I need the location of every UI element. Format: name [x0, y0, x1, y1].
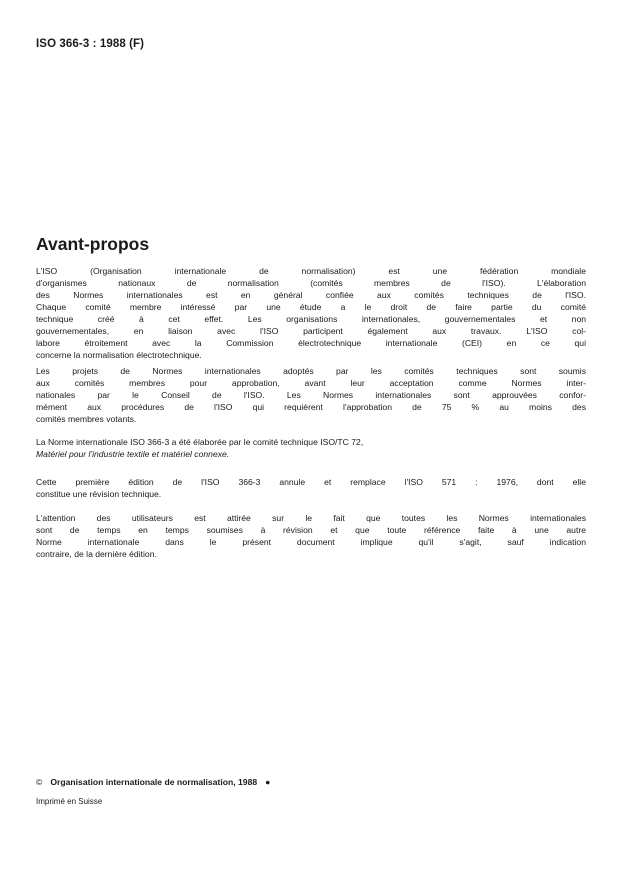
text-line: constitue une révision technique.: [36, 489, 162, 499]
foreword-paragraph-attention: [36, 512, 586, 560]
foreword-paragraph-approval: [36, 365, 586, 425]
text-line: des Normes internationales est en général confiée aux comités techniques de l'ISO.: [36, 290, 586, 300]
text-line: gouvernementales, en liaison avec l'ISO participent également aux travaux. L'ISO col-: [36, 326, 586, 336]
foreword-paragraph-committee: [36, 436, 586, 460]
copyright-icon: ©: [36, 777, 43, 787]
text-line: L'ISO (Organisation internationale de normalisation) est une fédération mondiale: [36, 266, 586, 276]
copyright-notice: [36, 777, 270, 787]
document-id-header: ISO 366-3 : 1988 (F): [36, 38, 145, 50]
text-line: Chaque comité membre intéressé par une étude a le droit de faire partie du comité: [36, 302, 586, 312]
copyright-text: Organisation internationale de normalisation, 1988: [50, 777, 258, 787]
text-line: Cette première édition de l'ISO 366-3 annule et remplace l'ISO 571 : 1976, dont elle: [36, 477, 586, 487]
text-line: comités membres votants.: [36, 414, 137, 424]
foreword-paragraph-iso-intro: [36, 265, 586, 361]
text-line: aux comités membres pour approbation, avant leur acceptation comme Normes inter-: [36, 378, 586, 388]
text-line: La Norme internationale ISO 366-3 a été élaborée par le comité technique ISO/TC 72,: [36, 437, 364, 447]
text-line: labore étroitement avec la Commission électrotechnique internationale (CEI) en ce qui: [36, 338, 586, 348]
bullet-icon: ●: [265, 777, 271, 787]
text-line: concerne la normalisation électrotechnique.: [36, 350, 202, 360]
text-line: mément aux procédures de l'ISO qui requièrent l'approbation de 75 % au moins des: [36, 402, 586, 412]
text-line: contraire, de la dernière édition.: [36, 549, 157, 559]
foreword-paragraph-edition: [36, 476, 586, 500]
text-line: L'attention des utilisateurs est attirée sur le fait que toutes les Normes internationales: [36, 513, 586, 523]
text-line: nationales par le Conseil de l'ISO. Les Normes internationales sont approuvées confor-: [36, 390, 586, 400]
page-title: Avant-propos: [36, 234, 150, 254]
text-line: Norme internationale dans le présent document implique qu'il s'agit, sauf indication: [36, 537, 586, 547]
text-line: d'organismes nationaux de normalisation (comités membres de l'ISO). L'élaboration: [36, 278, 586, 288]
text-line: technique créé à cet effet. Les organisations internationales, gouvernementales et non: [36, 314, 586, 324]
text-line: Les projets de Normes internationales adoptés par les comités techniques sont soumis: [36, 366, 586, 376]
committee-title-italic: Matériel pour l'industrie textile et matériel connexe.: [36, 449, 230, 459]
text-line: sont de temps en temps soumises à révision et que toute référence faite à une autre: [36, 525, 586, 535]
printed-in-notice: Imprimé en Suisse: [36, 797, 103, 806]
